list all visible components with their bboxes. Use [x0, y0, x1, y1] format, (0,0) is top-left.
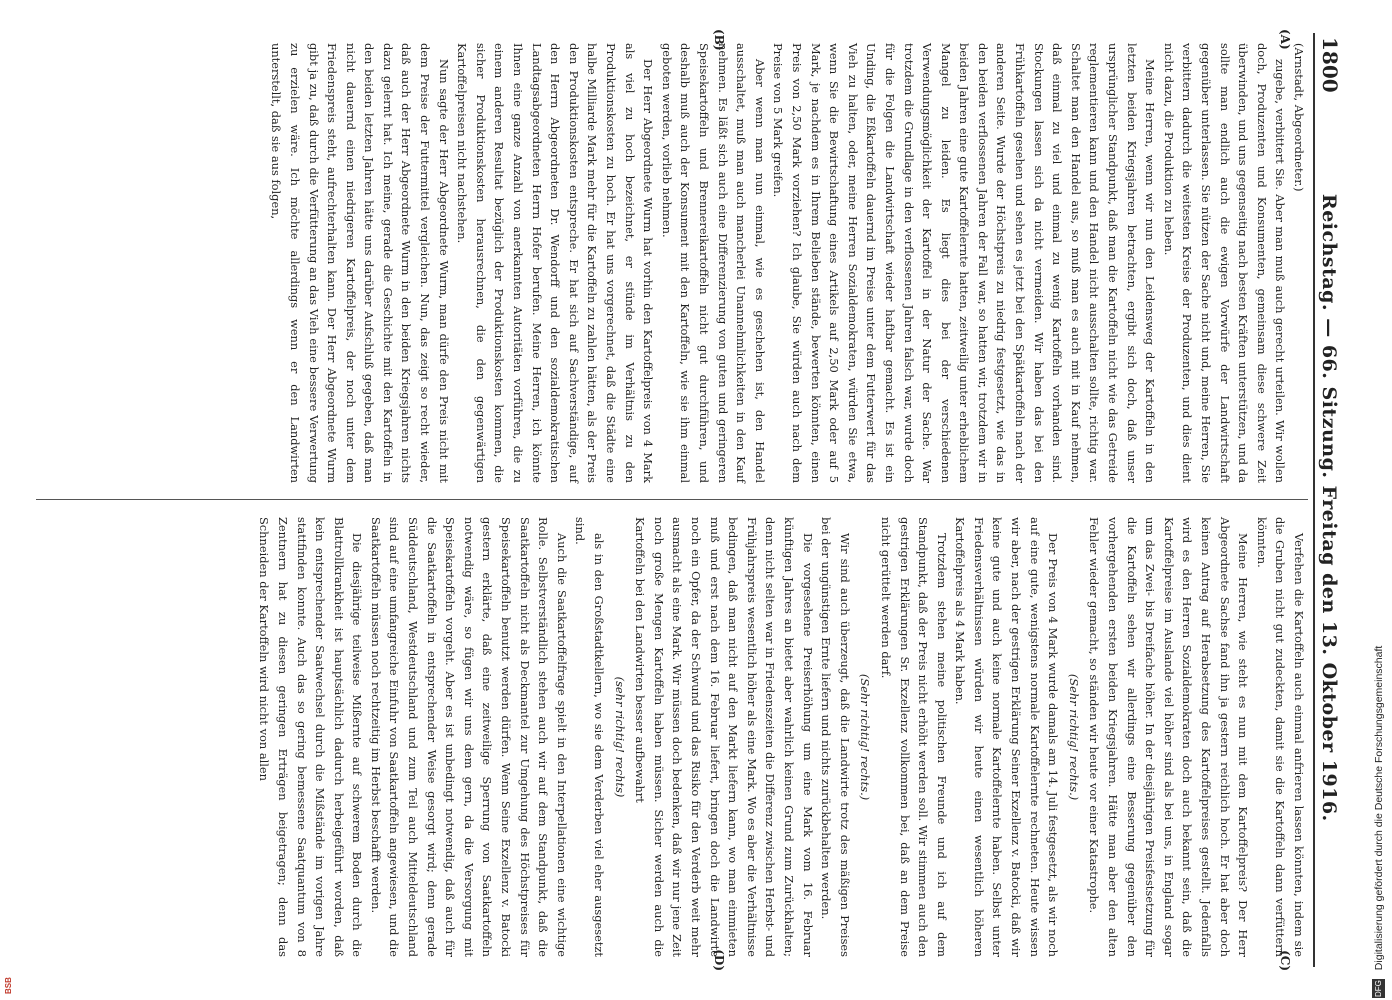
paragraph: Die diesjährige teilweise Mißernte auf schwerem Boden durch die Blattrollkrankheit ist hauptsächlich dadurch herbeigeführt worden, daß kein entsprechender Saatwechsel durch die Mißstände im vorigen Jahre stattfinden konnte. Auch das so gering bemessene Saatquantum von 8 Zentnern hat zu diesen geringen Erträgen beigetragen; denn das Schneiden der Kartoffeln wird nicht von allen	[257, 517, 365, 957]
digitization-text: Digitalisierung gefördert durch die Deutsche Forschungsgemeinschaft	[1373, 645, 1385, 971]
margin-marker-d: (D)	[712, 949, 726, 971]
interjection: (Sehr richtig! rechts.)	[1066, 673, 1081, 801]
paragraph: Meine Herren, wie steht es nun mit dem Kartoffelpreis? Der Herr Abgeordnete Sachse fand ihn ja gestern reichlich hoch. Er hat aber doch keinen Antrag auf Herabsetzung des Kartoffelpreises gestellt. Jedenfalls wird es den Herren Sozialdemokraten doch auch bekannt sein, daß die Kartoffelpreise im Auslande viel höher sind als bei uns, in England sogar um das Zwei- bis Dreifache höher. In der diesjährigen Preisfestsetzung für die Kartoffeln sehen wir allerdings eine Besserung gegenüber den vorhergehenden ersten beiden Kriegsjahren. Hätte man aber den alten Fehler wieder gemacht, so ständen wir heute vor einer Katastrophe.	[1087, 517, 1251, 957]
paragraph: als in den Großstadtkellern, wo sie dem Verderben viel eher ausgesetzt sind.	[573, 517, 607, 957]
interjection: (sehr richtig! rechts)	[612, 676, 627, 798]
scanned-page	[26, 25, 1366, 975]
interjection: (Sehr richtig! rechts.)	[858, 673, 873, 801]
paragraph: Der Herr Abgeordnete Wurm hat vorhin den Kartoffelpreis von 4 Mark als viel zu hoch bezeichnet, er stünde im Verhältnis zu den Produktionskosten zu hoch. Er hat uns vorgerechnet, daß die Städte eine halbe Milliarde Mark mehr für die Kartoffeln zu zahlen hätten, als der Preis den Produktionskosten entspreche. Er hat sich auf Sachverständige, auf den Herrn Abgeordneten Dr. Wendorff und den sozialdemokratischen Landtagsabgeordneten Herrn Hofer berufen. Meine Herren, ich könnte Ihnen eine ganze Anzahl von anerkannten Autoritäten vorführen, die zu einem anderen Resultat bezüglich der Produktionskosten kommen, die sicher Produktionskosten herausrechnen, die den gegenwärtigen Kartoffelpreisen nicht nachstehen.	[455, 43, 656, 483]
speaker-label: (Arnstadt, Abgeordneter.)	[1292, 43, 1306, 192]
margin-marker-c: (C)	[1278, 950, 1292, 971]
paragraph: Aber wenn man nun einmal, wie es geschehen ist, den Handel ausschaltet, muß man auch mancherlei Unannehmlichkeiten in den Kauf nehmen. Es läßt sich auch eine Differenzierung von guten und geringeren Speisekartoffeln und Brennereikartoffeln nicht gut durchführen, und deshalb muß auch der Konsument mit den Kartoffeln, wie sie ihm einmal geboten werden, vorlieb nehmen.	[659, 43, 767, 483]
margin-marker-a: (A)	[1278, 29, 1292, 50]
page-number: 1800	[1318, 37, 1342, 93]
paragraph: Auch die Saatkartoffelfrage spielt in den Interpellationen eine wichtige Rolle. Selbstverständlich stehen auch wir auf dem Standpunkt, daß die Saatkartoffeln nicht als Deckmantel zur Umgehung des Höchstpreises für Speisekartoffeln benutzt werden dürfen. Wenn Seine Exzellenz v. Batocki gestern erklärte, daß eine zeitweilige Sperrung von Saatkartoffeln notwendig wäre, so fügen wir uns dem gern, da die Versorgung mit Speisekartoffeln vorgeht. Aber es ist unbedingt notwendig, daß auch für die Saatkartoffeln in entsprechender Weise gesorgt wird; denn gerade Süddeutschland, Westdeutschland und zum Teil auch Mitteldeutschland sind auf eine umfangreiche Einfuhr von Saatkartoffeln angewiesen, und die Saatkartoffeln müssen noch rechtzeitig im Herbst beschafft werden.	[368, 517, 569, 957]
right-column	[36, 517, 1308, 971]
dfg-logo: DFG	[1374, 980, 1383, 997]
header-title: Reichstag. — 66. Sitzung. Freitag den 13. Oktober 1916.	[1318, 193, 1340, 822]
paragraph: Die vorgesehene Preiserhöhung um eine Mark vom 16. Februar künftigen Jahres an bietet aber wahrlich keinen Grund zum Zurückhalten; denn nicht selten war in Friedenszeiten die Differenz zwischen Herbst- und Frühjahrspreis wesentlich höher als eine Mark. Wo es aber die Verhältnisse bedingen, daß man nicht auf den Markt liefern kann, wo man einmieten muß und erst nach dem 16. Februar liefert, bringen doch die Landwirte noch ein Opfer, da der Schwund und das Risiko für den Verderb weit mehr ausmacht als eine Mark. Wir müssen doch bedenken, daß wir nur jene Zeit noch große Mengen Kartoffeln haben müssen. Sicher werden auch die Kartoffeln bei den Landwirten besser aufbewahrt	[633, 517, 815, 957]
paragraph: zugebe, verbittert Sie. Aber man muß auch gerecht urteilen. Wir wollen doch, Produzenten und Konsumenten, gemeinsam diese schwere Zeit überwinden, und uns gegenseitig nach besten Kräften unterstützen, und da sollte man endlich auch die ewigen Vorwürfe der Landwirtschaft gegenüber unterlassen. Sie nützen der Sache nicht und, meine Herren, Sie verbittern dadurch die weitesten Kreise der Produzenten, und dies dient nicht dazu, die Produktion zu heben.	[1161, 43, 1288, 483]
column-divider	[36, 499, 1308, 500]
left-column	[36, 29, 1308, 483]
library-mark: BSB	[4, 977, 13, 994]
paragraph: Meine Herren, wenn wir nun den Leidensweg der Kartoffeln in den letzten beiden Kriegsjahren betrachten, ergibt sich doch, daß unser ursprünglicher Standpunkt, daß man die Kartoffeln nicht wie das Getreide reglementieren kann und den Handel nicht ausschalten sollte, richtig war. Schaltet man den Handel aus, so muß man es auch mit in Kauf nehmen, daß einmal zu viel und einmal zu wenig Kartoffeln vorhanden sind. Stockungen lassen sich da nicht vermeiden. Wir haben das bei den Frühkartoffeln gesehen und sehen es jetzt bei den Spätkartoffeln nach der anderen Seite. Wurde der Höchstpreis zu niedrig festgesetzt, wie das in den beiden verflossenen Jahren der Fall war, so hatten wir, trotzdem wir in beiden Jahren eine gute Kartoffelernte hatten, zeitweilig unter erheblichem Mangel zu leiden. Es liegt dies bei der verschiedenen Verwendungsmöglichkeit der Kartoffel in der Natur der Sache. War trotzdem die Grundlage in den verflossenen Jahren falsch war, wurde doch für die Folgen die Landwirtschaft wieder haftbar gemacht. Es ist ein Unding, die Eßkartoffeln dauernd im Preise unter dem Futterwert für das Vieh zu halten, oder, meine Herren Sozialdemokraten, würden Sie etwa, wenn Sie die Bewirtschaftung eines Artikels auf 2,50 Mark oder auf 5 Mark, je nachdem es in Ihrem Belieben stände, bewerten könnten, einen Preis von 2,50 Mark vorziehen? Ich glaube, Sie würden auch nach dem Preise von 5 Mark greifen.	[771, 43, 1158, 483]
page-header	[1313, 33, 1358, 967]
paragraph: Trotzdem stehen meine politischen Freunde und ich auf dem Standpunkt, daß der Preis nicht erhöht werden soll. Wir stimmen auch den gestrigen Erklärungen Sr. Exzellenz vollkommen bei, daß an dem Preise nicht gerüttelt werden darf.	[878, 517, 949, 957]
margin-marker-b: (B)	[712, 29, 726, 51]
paragraph: Wir sind auch überzeugt, daß die Landwirte trotz des mäßigen Preises bei der ungünstigen Ernte liefern und nichts zurückbehalten werden.	[819, 517, 852, 957]
paragraph: Verfehen die Kartoffeln auch einmal anfrieren lassen könnten, indem sie die Gruben nicht gut zudeckten, damit sie die Kartoffeln dann verfüttern könnten.	[1254, 517, 1306, 957]
digitization-note	[1372, 18, 1390, 998]
paragraph: Nun sagte der Herr Abgeordnete Wurm, man dürfe den Preis nicht mit dem Preise der Futtermittel vergleichen. Nun, das zeigt so recht wieder, daß auch der Herr Abgeordnete Wurm in den beiden Kriegsjahren nichts dazu gelernt hat. Ich meine, gerade die Geschichte mit den Kartoffeln in den beiden letzten Jahren hätte uns darüber Aufschluß gegeben, daß man nicht dauernd einen niedrigeren Kartoffelpreis, der noch unter dem Friedenspreis steht, aufrechterhalten kann. Der Herr Abgeordnete Wurm gibt ja zu, daß durch die Verfütterung an das Vieh eine bessere Verwertung zu erzielen wäre. Ich möchte allerdings wenn er den Landwirten unterstellt, daß sie aus folgen,	[269, 43, 451, 483]
paragraph: Der Preis von 4 Mark wurde damals am 14. Juli festgesetzt, als wir noch auf eine gute, wenigstens normale Kartoffelernte rechneten. Heute wissen wir aber, nach der gestrigen Erklärung Seiner Exzellenz v. Batocki, daß wir keine gute und auch keine normale Kartoffelernte haben. Selbst unter Friedensverhältnissen würden wir heute einen wesentlich höheren Kartoffelpreis als 4 Mark haben.	[953, 517, 1061, 957]
